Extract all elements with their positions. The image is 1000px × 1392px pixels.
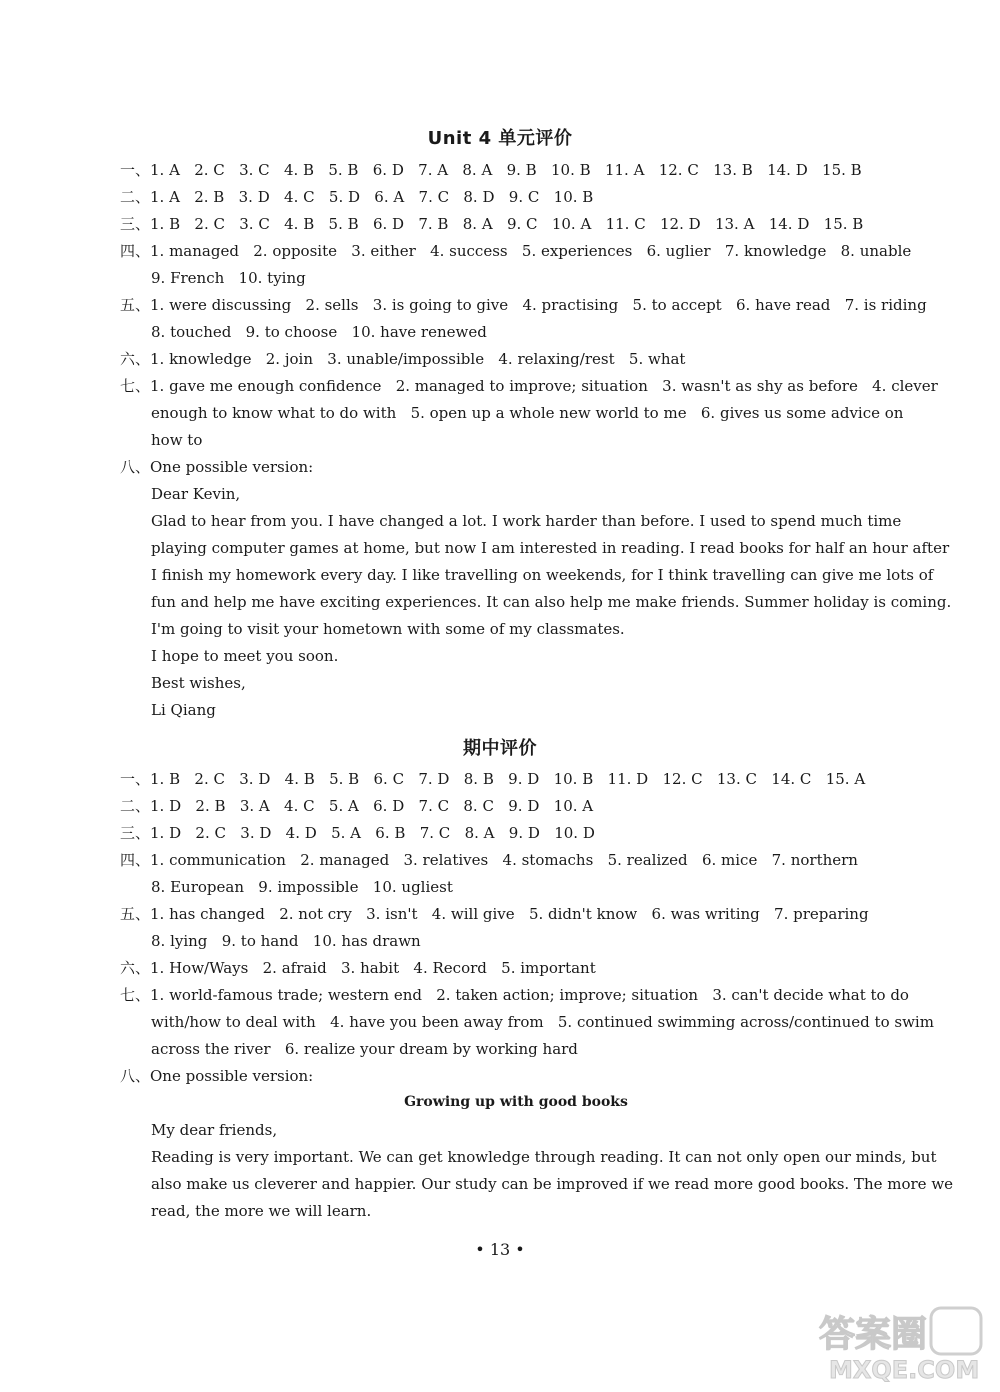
midterm-section-4-cont: 8. European 9. impossible 10. ugliest — [151, 878, 453, 896]
midterm-section-3: 三、1. D 2. C 3. D 4. D 5. A 6. B 7. C 8. A 9. D 10. D — [120, 824, 595, 842]
midterm-section-7-cont: across the river 6. realize your dream by working hard — [151, 1040, 578, 1058]
unit4-section-8: 八、One possible version: — [120, 458, 314, 476]
midterm-section-7-cont: with/how to deal with 4. have you been away from 5. continued swimming across/continued to swim — [151, 1013, 934, 1031]
midterm-title: 期中评价 — [463, 738, 537, 759]
essay-line: read, the more we will learn. — [151, 1202, 372, 1220]
unit4-title: Unit 4 单元评价 — [427, 128, 573, 149]
essay-title: Growing up with good books — [404, 1094, 628, 1110]
midterm-section-4: 四、1. communication 2. managed 3. relatives 4. stomachs 5. realized 6. mice 7. northern — [120, 851, 858, 869]
unit4-section-6: 六、1. knowledge 2. join 3. unable/impossible 4. relaxing/rest 5. what — [120, 350, 686, 368]
letter-line: Glad to hear from you. I have changed a lot. I work harder than before. I used to spend much time — [151, 512, 902, 530]
watermark-logo — [811, 1304, 986, 1384]
unit4-section-7: 七、1. gave me enough confidence 2. managed to improve; situation 3. wasn't as shy as before 4. clever — [120, 377, 938, 395]
unit4-section-7-cont: enough to know what to do with 5. open up a whole new world to me 6. gives us some advice on — [151, 404, 904, 422]
letter-line: fun and help me have exciting experiences. It can also help me make friends. Summer holiday is coming. — [151, 593, 952, 611]
unit4-section-5-cont: 8. touched 9. to choose 10. have renewed — [151, 323, 487, 341]
letter-line: I'm going to visit your hometown with some of my classmates. — [151, 620, 625, 638]
letter-line: I finish my homework every day. I like travelling on weekends, for I think travelling can give me lots of — [151, 566, 934, 584]
unit4-section-5: 五、1. were discussing 2. sells 3. is going to give 4. practising 5. to accept 6. have read 7. is riding — [120, 296, 927, 314]
letter-line: Dear Kevin, — [151, 485, 241, 503]
svg-text:答案圈: 答案圈 — [819, 1314, 928, 1355]
page-number: • 13 • — [475, 1240, 525, 1259]
unit4-section-4-cont: 9. French 10. tying — [151, 269, 306, 287]
midterm-section-6: 六、1. How/Ways 2. afraid 3. habit 4. Record 5. important — [120, 959, 596, 977]
unit4-section-2: 二、1. A 2. B 3. D 4. C 5. D 6. A 7. C 8. D 9. C 10. B — [120, 188, 594, 206]
essay-line: also make us cleverer and happier. Our study can be improved if we read more good books. The more we — [151, 1175, 954, 1193]
unit4-section-7-cont: how to — [151, 431, 203, 449]
midterm-section-1: 一、1. B 2. C 3. D 4. B 5. B 6. C 7. D 8. B 9. D 10. B 11. D 12. C 13. C 14. C 15. A — [120, 770, 866, 788]
essay-line: My dear friends, — [151, 1121, 278, 1139]
midterm-section-7: 七、1. world-famous trade; western end 2. taken action; improve; situation 3. can't decide what to do — [120, 986, 909, 1004]
essay-line: Reading is very important. We can get knowledge through reading. It can not only open our minds, but — [151, 1148, 937, 1166]
watermark-logo-graphic — [811, 1304, 986, 1384]
unit4-section-4: 四、1. managed 2. opposite 3. either 4. success 5. experiences 6. uglier 7. knowledge 8. unable — [120, 242, 912, 260]
letter-line: Best wishes, — [151, 674, 246, 692]
svg-text:MXQE.COM: MXQE.COM — [829, 1356, 980, 1384]
midterm-section-2: 二、1. D 2. B 3. A 4. C 5. A 6. D 7. C 8. C 9. D 10. A — [120, 797, 594, 815]
unit4-section-1: 一、1. A 2. C 3. C 4. B 5. B 6. D 7. A 8. A 9. B 10. B 11. A 12. C 13. B 14. D 15. B — [120, 161, 862, 179]
midterm-section-5-cont: 8. lying 9. to hand 10. has drawn — [151, 932, 421, 950]
letter-line: Li Qiang — [151, 701, 216, 719]
midterm-section-5: 五、1. has changed 2. not cry 3. isn't 4. will give 5. didn't know 6. was writing 7. preparing — [120, 905, 869, 923]
letter-line: I hope to meet you soon. — [151, 647, 339, 665]
letter-line: playing computer games at home, but now I am interested in reading. I read books for half an hour after — [151, 539, 950, 557]
unit4-section-3: 三、1. B 2. C 3. C 4. B 5. B 6. D 7. B 8. A 9. C 10. A 11. C 12. D 13. A 14. D 15. B — [120, 215, 864, 233]
midterm-section-8: 八、One possible version: — [120, 1067, 314, 1085]
